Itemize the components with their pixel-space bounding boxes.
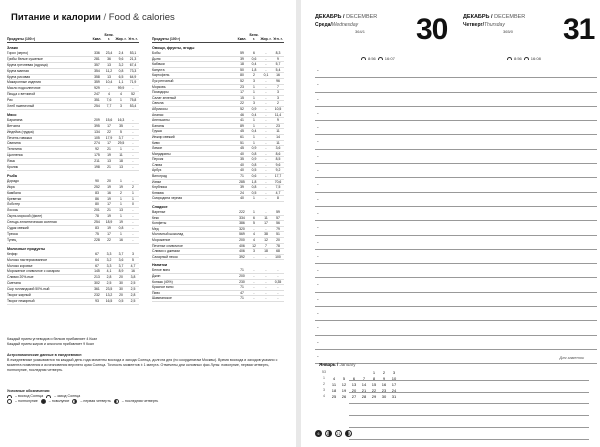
schedule-line[interactable]: -	[315, 78, 597, 92]
table-row: Кабачки 18 0,4 - 5,7	[152, 62, 284, 68]
astro-info	[7, 353, 287, 373]
group-heading: Молочные продукты	[7, 246, 46, 251]
calendar-day[interactable]: 26	[341, 393, 347, 399]
table-row: Макаронные изделия 359 10,4 1,1 71,9	[7, 80, 139, 86]
new-moon-icon: 6	[315, 430, 322, 437]
table-row: Кекс 334 6 11 57	[152, 216, 284, 222]
schedule-line[interactable]: -	[315, 150, 597, 164]
table-row: Бананы 89 1 - 23	[152, 124, 284, 130]
table-row: Хлеб пшеничный 254 7,7 3 53,4	[7, 104, 139, 110]
table-row: Масло подсолнечное 929 - 99,9 -	[7, 86, 139, 92]
table-row: Бобы 59 6 - 8,3	[152, 51, 284, 57]
table-row: Окунь морской (филе) 78 19 1 -	[7, 214, 139, 220]
table-row: Кефир 67 3,3 3,7 3	[7, 252, 139, 258]
moon-phases	[315, 430, 352, 437]
table-row: Печенье сливочное 406 12 7 78	[152, 244, 284, 250]
table-row: Киви 51 1 - 11	[152, 141, 284, 147]
food-table-col2	[152, 35, 284, 302]
table-row: Дорадо 90 20 1 -	[7, 179, 139, 185]
schedule-lines	[315, 64, 597, 364]
table-row: Лук репчатый 52 3 - 96	[152, 79, 284, 85]
table-row: Мороженое 200 4 12 20	[152, 238, 284, 244]
table-row: Треска 75 17 1 -	[7, 232, 139, 238]
title-sep: /	[100, 12, 109, 23]
calendar-day[interactable]: 14	[361, 381, 367, 387]
table-row: Красное вино 71 - - -	[152, 285, 284, 291]
table-row: Сливки с джемом 406 3 18 68	[152, 249, 284, 255]
table-row: Творог жирный 232 13,2 20 2,8	[7, 293, 139, 299]
sunrise-icon	[361, 57, 366, 60]
table-row: Свекла 22 3 - 2	[152, 101, 284, 107]
table-row: Слива 40 0,8 - 9,6	[152, 163, 284, 169]
group-heading: Злаки	[7, 46, 18, 50]
day-number: 31	[563, 13, 595, 46]
sunrise-icon	[507, 57, 512, 60]
last-quarter-icon	[114, 399, 119, 404]
table-row: Персик 35 0,9 - 8,5	[152, 157, 284, 163]
table-row: Грибы белые сушеные 281 36 9,6 21,3	[7, 57, 139, 63]
table-row: Камбала 83 16 2 1	[7, 191, 139, 197]
day-of-year: 365/0	[503, 29, 514, 34]
table-row: Сельдь атлантическая соленая 254 18,9 19 -	[7, 220, 139, 226]
table-row: Язык 211 13 18 -	[7, 159, 139, 165]
table-row: Картофель 80 2 0,1 16	[152, 73, 284, 79]
left-page	[0, 0, 297, 447]
footnotes	[7, 337, 287, 347]
legend-heading: Условные обозначения:	[7, 389, 51, 393]
schedule-line[interactable]: -	[315, 264, 597, 278]
calendar-day[interactable]: 29	[371, 393, 377, 399]
table-row: Шампанское 71 - - -	[152, 296, 284, 302]
sun-times: 8:56 16:07	[361, 56, 395, 61]
table-row: Судак свежий 83 19 0,8 -	[7, 226, 139, 232]
sunset-icon	[524, 57, 529, 60]
first-quarter-icon	[72, 399, 77, 404]
schedule-line[interactable]: -	[315, 121, 597, 135]
table-row: Крупа гречневая (ядрица) 357 13 3,2 67,4	[7, 63, 139, 69]
sunset-icon	[46, 395, 51, 398]
table-row: Дыня 39 0,6 - 9	[152, 57, 284, 63]
table-row: Крупа манная 354 11,2 0,8 73,3	[7, 69, 139, 75]
calendar-day[interactable]: 12	[341, 381, 347, 387]
calendar-day[interactable]: 23	[381, 387, 387, 393]
table-row: Сахарный песок 392 - - 100	[152, 255, 284, 261]
sunset-icon	[378, 57, 383, 60]
calendar-day[interactable]: 8	[372, 375, 376, 381]
sun-times: 8:56 16:08	[507, 56, 541, 61]
mini-calendar: Январь / January 53 1 2 3 1 4 5 6 7 8 9 10 2 11 12 13 14 15 16 17 3 18 19 20 21 22 23 24 4 25 26 27 28 29 30 31	[319, 362, 489, 399]
calendar-day[interactable]: 25	[331, 393, 337, 399]
table-row: Сливки 20%-ные 213 2,8 20 3,8	[7, 275, 139, 281]
calendar-day[interactable]: 4	[332, 375, 336, 381]
schedule-line[interactable]: -	[315, 107, 597, 121]
table-row: Виноград 71 0,6 - 17,7	[152, 174, 284, 180]
calendar-day[interactable]: 11	[331, 381, 337, 387]
calendar-day[interactable]: 6	[352, 375, 356, 381]
table-row: Кролик 198 21 13 -	[7, 165, 139, 171]
table-row: Рис 351 7,6 1 75,8	[7, 98, 139, 104]
week-number: 1	[323, 376, 325, 380]
full-moon-icon: 21	[336, 431, 341, 436]
table-row: Молочный шоколад 569 4 38 51	[152, 232, 284, 238]
group-heading: Сладкое	[152, 205, 168, 210]
table-row: Капуста 50 1,8 - 5,4	[152, 68, 284, 74]
table-header: Продукты (100 г) Ккал. Белк. г. Жир. г. Угл. г.	[152, 33, 283, 41]
table-row: Варенье 222 1 - 59	[152, 210, 284, 216]
week-number: 2	[323, 382, 325, 386]
calendar-day[interactable]: 24	[391, 387, 397, 393]
food-table-col1	[7, 35, 139, 305]
sunrise-icon	[7, 395, 12, 398]
title-en: Food & calories	[108, 12, 175, 23]
calendar-day[interactable]: 9	[382, 375, 386, 381]
astro-text: В ежедневнике указываются на каждый день года моменты восхода и захода Солнца, долгота дня (по координатам Москвы). Время восхода и заходов указано с момента появления и исчезновения верхнего края Солнца. Точность моментов ± 1 минута. Отмечены дни основных фаз Луны: новолуние, первая четверть, полнолуние, последняя четверть.	[7, 358, 278, 372]
page-title	[11, 12, 175, 23]
calendar-day[interactable]: 1	[372, 369, 376, 375]
schedule-line[interactable]: -	[315, 93, 597, 107]
table-row: Молоко коровье 67 3,3 3,7 4,7	[7, 264, 139, 270]
table-row: Клубника 39 0,8 - 7,5	[152, 185, 284, 191]
schedule-line[interactable]: -	[315, 250, 597, 264]
table-row: Арбуз 40 0,5 - 9,2	[152, 168, 284, 174]
new-moon-icon	[41, 399, 46, 404]
table-row: Креветки 86 19 1 1	[7, 197, 139, 203]
table-row: Изюм 285 1,8 - 70,6	[152, 180, 284, 186]
schedule-line[interactable]: -	[315, 278, 597, 292]
table-row: Лосось 201 21 13 -	[7, 208, 139, 214]
week-number: 3	[323, 388, 325, 392]
calendar-day[interactable]: 17	[391, 381, 397, 387]
schedule-line[interactable]: -	[315, 307, 597, 321]
title-ru: Питание и калории	[11, 12, 101, 23]
table-row: Белое вино 71 - - -	[152, 268, 284, 274]
table-row: Пицца с ветчиной 247 4 4 52	[7, 92, 139, 98]
group-heading: Рыба	[7, 173, 17, 178]
table-row: Абрикосы 52 0,9 - 10,5	[152, 107, 284, 113]
schedule-line[interactable]: -	[315, 135, 597, 149]
schedule-line[interactable]: -	[315, 321, 597, 335]
notes-lines	[349, 369, 589, 440]
schedule-line[interactable]: -	[315, 193, 597, 207]
week-number: 53	[322, 370, 326, 374]
table-row: Помидоры 17 1 - 3	[152, 90, 284, 96]
calendar-day[interactable]: 5	[342, 375, 346, 381]
calendar-day[interactable]: 22	[371, 387, 377, 393]
schedule-line[interactable]: -	[315, 293, 597, 307]
group-heading: Мясо	[7, 112, 17, 117]
schedule-line[interactable]: -	[315, 178, 597, 192]
table-row: Цыпленок 175 19 11 -	[7, 153, 139, 159]
table-row: Апельсины 41 1 - 9	[152, 118, 284, 124]
table-row: Крупа рисовая 358 13 6,5 64,9	[7, 75, 139, 81]
table-row: Смородина черная 40 1 - 8	[152, 196, 284, 202]
calendar-day[interactable]: 13	[351, 381, 357, 387]
table-row: Ветчина 395 17 35 -	[7, 124, 139, 130]
table-row: Свинина 274 17 29,5 -	[7, 141, 139, 147]
group-heading: Овощи, фрукты, ягоды	[152, 46, 195, 50]
schedule-line[interactable]: -	[315, 64, 597, 78]
table-row: Коньяк (40%) 230 - - 0,35	[152, 280, 284, 286]
col1-body	[7, 46, 139, 305]
table-row: Сыр голландский 50%-ный 361 23,5 30 2,5	[7, 287, 139, 293]
table-row: Молоко пастеризованное 64 3,2 3,6 5	[7, 258, 139, 264]
schedule-line[interactable]: -	[315, 236, 597, 250]
right-page	[301, 0, 600, 447]
schedule-line[interactable]: -	[315, 207, 597, 221]
schedule-line[interactable]: -	[315, 350, 597, 364]
table-row: Индейка (грудка) 134 22 5 -	[7, 130, 139, 136]
calendar-day[interactable]: 15	[371, 381, 377, 387]
day-header-31: ДЕКАБРЬ / DECEMBER Четверг/Thursday 365/0	[463, 14, 526, 34]
calendar-day[interactable]: 3	[392, 369, 396, 375]
legend: Условные обозначения: – восход Солнца – заход Солнца – полнолуние – новолуние – первая четверть – последняя четверть	[7, 389, 287, 404]
calendar-day[interactable]: 27	[351, 393, 357, 399]
col2-body	[152, 46, 284, 302]
last-quarter-icon: 28	[346, 431, 351, 436]
calendar-day[interactable]: 28	[361, 393, 367, 399]
schedule-line[interactable]: -	[315, 221, 597, 235]
table-row: Пиво 47 - - -	[152, 291, 284, 297]
table-row: Баранина 209 15,6 16,3 -	[7, 118, 139, 124]
calendar-day[interactable]: 31	[391, 393, 397, 399]
full-moon-icon	[7, 399, 12, 404]
table-row: Мед 320 - - 79	[152, 227, 284, 233]
calendar-day[interactable]: 10	[391, 375, 397, 381]
notes-label: Для заметок	[559, 355, 584, 360]
table-row: Ананас 46 0,4 - 11,4	[152, 113, 284, 119]
table-row: Салат зеленый 15 1 - 3	[152, 96, 284, 102]
table-header: Продукты (100 г) Ккал. Белк. г. Жир. г. Угл. г.	[7, 33, 138, 41]
table-row: Мороженое сливочное с сахаром 145 4,1 8,9 16	[7, 269, 139, 275]
table-row: Лимон 45 0,9 - 3,6	[152, 146, 284, 152]
table-row: Икра 252 19 19 2	[7, 185, 139, 191]
day-of-year: 364/1	[355, 29, 366, 34]
table-row: Джин 200 - - -	[152, 274, 284, 280]
astro-heading: Астрономические данные в ежедневнике:	[7, 353, 83, 357]
table-row: Лобстер 80 17 1 0	[7, 202, 139, 208]
group-heading: Напитки	[152, 263, 168, 268]
table-row: Сметана 302 2,5 30 2,5	[7, 281, 139, 287]
table-row: Конфеты 386 5 17 56	[152, 221, 284, 227]
week-number: 4	[323, 394, 325, 398]
calendar-day[interactable]: 21	[361, 387, 367, 393]
calendar-day[interactable]: 30	[381, 393, 387, 399]
table-row: Инжир свежий 61 1 - 14	[152, 135, 284, 141]
table-row: Горох (зерно) 336 23,4 2,4 53,1	[7, 51, 139, 57]
day-number: 30	[416, 13, 448, 46]
table-row: Морковь 23 1 - 7	[152, 85, 284, 91]
table-row: Печень говяжья 105 17,9 3,7 -	[7, 136, 139, 142]
table-row: Клюква 24 0,5 - 4,7	[152, 191, 284, 197]
footnote: Каждый прием жиров и алкоголя прибавляет 9 Ккал	[7, 342, 94, 346]
calendar-day[interactable]: 7	[362, 375, 366, 381]
first-quarter-icon: 13	[326, 431, 331, 436]
footnote: Каждый прием углеводов и белков прибавляет 4 Ккал	[7, 337, 98, 341]
day-header-30: ДЕКАБРЬ / DECEMBER Среда/Wednesday 364/1	[315, 14, 378, 34]
calendar-day[interactable]: 20	[351, 387, 357, 393]
calendar-day[interactable]: 2	[382, 369, 386, 375]
table-row: Творог нежирный 93 16,5 0,5 2,5	[7, 299, 139, 305]
calendar-day[interactable]: 16	[381, 381, 387, 387]
table-row: Тунец 228 22 16 -	[7, 238, 139, 244]
schedule-line[interactable]: -	[315, 164, 597, 178]
table-row: Телятина 92 21 1 -	[7, 147, 139, 153]
schedule-line[interactable]: -	[315, 336, 597, 350]
table-row: Груша 45 0,4 - 11	[152, 129, 284, 135]
table-row: Мандарины 40 0,8 - 8,6	[152, 152, 284, 158]
calendar-day[interactable]: 18	[331, 387, 337, 393]
calendar-day[interactable]: 19	[341, 387, 347, 393]
